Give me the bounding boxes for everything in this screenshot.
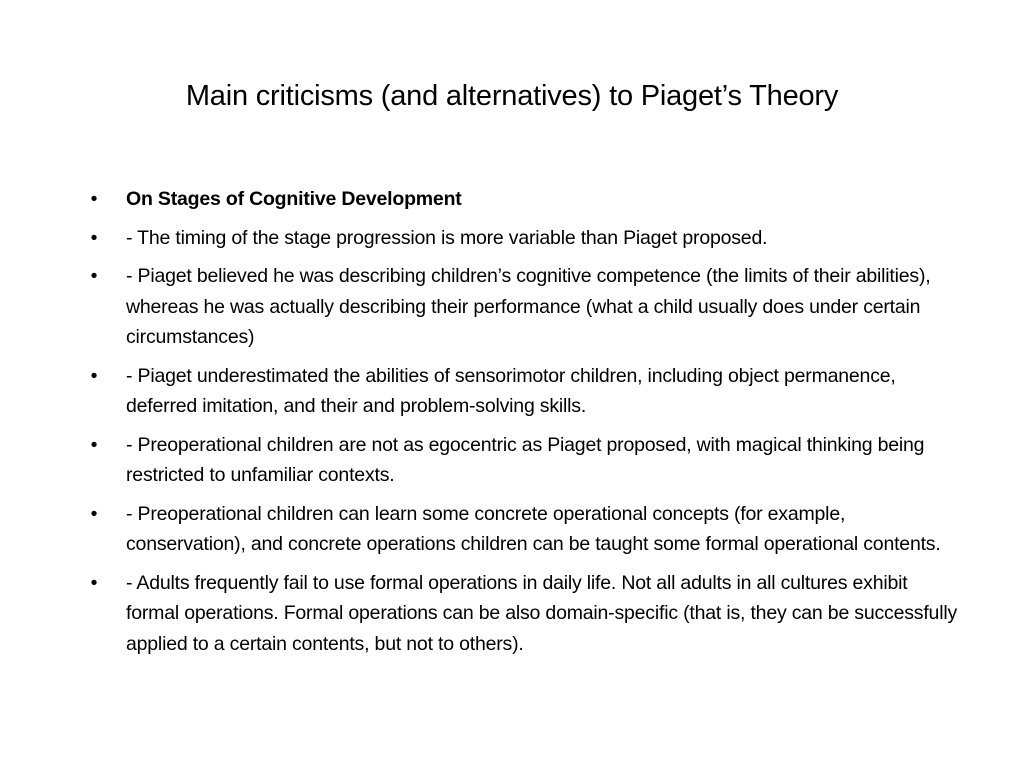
bullet-icon: • bbox=[90, 364, 98, 387]
slide-title: Main criticisms (and alternatives) to Piaget’s Theory bbox=[185, 80, 839, 112]
bullet-text: - Piaget underestimated the abilities of sensorimotor children, including object permanence, deferred imitation, and their and problem-solving skills. bbox=[126, 364, 896, 417]
bullet-item-competence bbox=[80, 261, 960, 353]
bullet-text: - Preoperational children are not as egocentric as Piaget proposed, with magical thinking being restricted to unfamiliar contexts. bbox=[126, 433, 925, 486]
bullet-text: - Adults frequently fail to use formal operations in daily life. Not all adults in all cultures exhibit formal operations. Formal operations can be also domain-specific (that is, they can be successfully applied to a certain contents, but not to others). bbox=[126, 571, 958, 655]
bullet-icon: • bbox=[90, 265, 98, 287]
bullet-icon: • bbox=[90, 502, 98, 525]
bullet-item-egocentrism bbox=[80, 430, 960, 491]
bullet-item-timing bbox=[80, 223, 960, 254]
bullet-icon: • bbox=[90, 571, 98, 594]
bullet-icon: • bbox=[90, 226, 98, 249]
bullet-text: On Stages of Cognitive Development bbox=[126, 188, 462, 210]
bullet-item-formal-operations bbox=[80, 568, 960, 660]
bullet-text: - Preoperational children can learn some concrete operational concepts (for example, conservation), and concrete operations children can be taught some formal operational contents. bbox=[126, 502, 941, 555]
bullet-text: - Piaget believed he was describing children’s cognitive competence (the limits of their abilities), whereas he was actually describing their performance (what a child usually does under certain circumstances) bbox=[126, 265, 931, 348]
bullet-list bbox=[80, 184, 960, 667]
bullet-item-stages-heading bbox=[80, 184, 960, 215]
bullet-icon: • bbox=[90, 188, 98, 210]
bullet-item-sensorimotor bbox=[80, 361, 960, 422]
bullet-icon: • bbox=[90, 433, 98, 456]
bullet-text: - The timing of the stage progression is more variable than Piaget proposed. bbox=[126, 226, 768, 249]
bullet-item-concrete-operations bbox=[80, 499, 960, 560]
